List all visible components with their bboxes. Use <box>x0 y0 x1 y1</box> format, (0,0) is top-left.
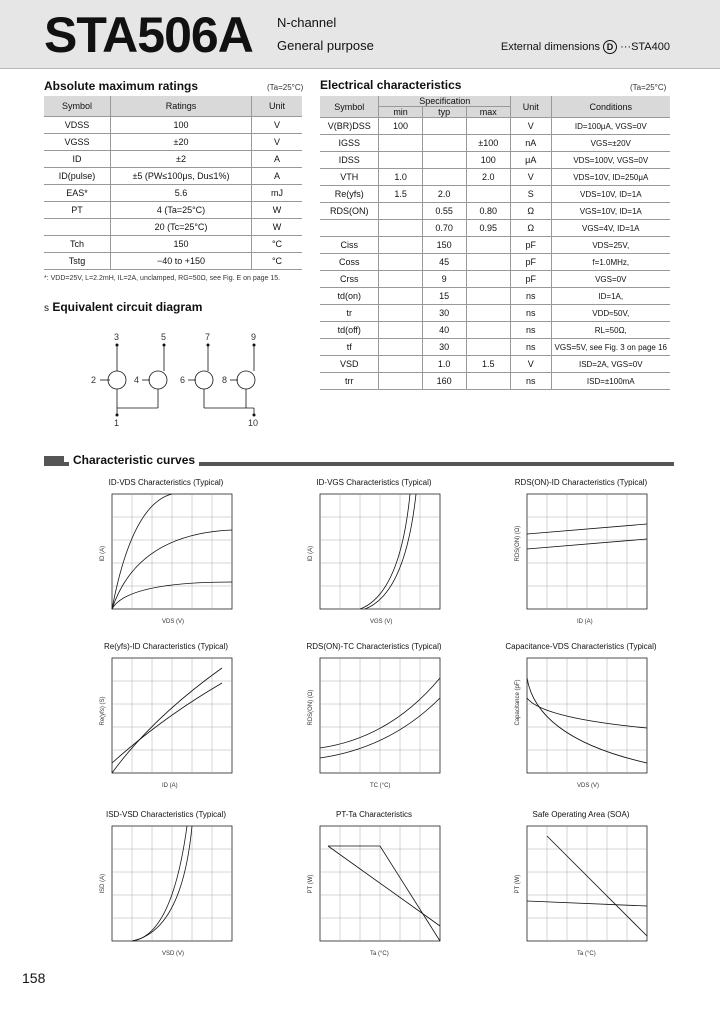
table-cell: VDS=10V, ID=1A <box>551 186 670 203</box>
table-cell: 1.0 <box>422 356 466 373</box>
chart-plot <box>513 490 653 630</box>
table-cell: V(BR)DSS <box>320 118 379 135</box>
chart-xlabel: ID (A) <box>162 783 178 789</box>
chart-xlabel: ID (A) <box>577 619 593 625</box>
table-cell: VDS=100V, VGS=0V <box>551 152 670 169</box>
application: General purpose <box>277 38 374 53</box>
table-cell: RDS(ON) <box>320 203 379 220</box>
table-cell <box>320 220 379 237</box>
table-cell: nA <box>511 135 552 152</box>
chart-ylabel: RDS(ON) (Ω) <box>515 525 521 562</box>
col-header: Symbol <box>320 96 379 118</box>
chart-plot <box>306 822 446 962</box>
table-cell: 4 (Ta=25°C) <box>111 202 252 219</box>
table-row <box>320 220 670 237</box>
table-cell <box>379 237 422 254</box>
table-row <box>320 169 670 186</box>
table-cell: 2.0 <box>422 186 466 203</box>
table-cell: VDSS <box>44 117 111 134</box>
table-cell: ISD=2A, VGS=0V <box>551 356 670 373</box>
table-cell <box>466 288 511 305</box>
table-row <box>320 135 670 152</box>
table-cell: IDSS <box>320 152 379 169</box>
table-row <box>320 271 670 288</box>
chart-title: PT-Ta Characteristics <box>335 810 413 819</box>
channel-type: N-channel <box>277 15 337 30</box>
table-cell: V <box>511 118 552 135</box>
table-cell: ±20 <box>111 134 252 151</box>
table-cell: VGS=0V <box>551 271 670 288</box>
table-cell <box>379 220 422 237</box>
table-cell: 2.0 <box>466 169 511 186</box>
table-cell: PT <box>44 202 111 219</box>
table-row <box>320 322 670 339</box>
abs-footnote: *: VDD=25V, L=2.2mH, IL=2A, unclamped, RG=50Ω, see Fig. E on page 15. <box>44 275 281 282</box>
header-band <box>0 0 720 69</box>
bullet-mark: s <box>44 303 49 314</box>
table-row <box>44 236 302 253</box>
table-cell: pF <box>511 254 552 271</box>
chart-xlabel: VDS (V) <box>162 619 185 625</box>
table-cell <box>466 373 511 390</box>
table-cell <box>466 305 511 322</box>
table-cell: VDS=25V, <box>551 237 670 254</box>
table-cell: 100 <box>379 118 422 135</box>
table-cell <box>379 322 422 339</box>
table-cell: W <box>252 202 303 219</box>
table-cell: VSD <box>320 356 379 373</box>
table-cell: VTH <box>320 169 379 186</box>
table-cell <box>379 203 422 220</box>
chart-xlabel: VDS (V) <box>577 783 600 789</box>
table-cell: pF <box>511 237 552 254</box>
table-row <box>44 134 302 151</box>
table-cell: S <box>511 186 552 203</box>
table-cell: Crss <box>320 271 379 288</box>
table-cell: VGS=10V, ID=1A <box>551 203 670 220</box>
table-cell: 160 <box>422 373 466 390</box>
table-cell: 5.6 <box>111 185 252 202</box>
table-cell: μA <box>511 152 552 169</box>
table-cell: 20 (Tc=25°C) <box>111 219 252 236</box>
table-cell: 30 <box>422 305 466 322</box>
table-cell: 45 <box>422 254 466 271</box>
table-header-row <box>320 96 670 107</box>
table-cell: 150 <box>111 236 252 253</box>
chart-plot <box>513 822 653 962</box>
table-cell: VDS=10V, ID=250μA <box>551 169 670 186</box>
package-code: ···STA400 <box>620 41 670 53</box>
table-cell: V <box>511 356 552 373</box>
col-header: max <box>466 107 511 118</box>
table-row <box>320 288 670 305</box>
table-cell: VDD≈50V, <box>551 305 670 322</box>
table-cell <box>466 118 511 135</box>
table-cell: mJ <box>252 185 303 202</box>
table-cell: ±2 <box>111 151 252 168</box>
chart-ylabel: PT (W) <box>515 874 521 894</box>
table-cell: ID <box>44 151 111 168</box>
table-row <box>320 356 670 373</box>
chart-title: Capacitance-VDS Characteristics (Typical) <box>505 642 657 651</box>
mosfet-3-symbol <box>195 371 213 389</box>
table-cell: ID(pulse) <box>44 168 111 185</box>
table-row <box>44 202 302 219</box>
package-badge-icon: D <box>603 40 617 54</box>
table-cell: VGSS <box>44 134 111 151</box>
chart-ylabel: RDS(ON) (Ω) <box>308 689 314 726</box>
table-cell: Coss <box>320 254 379 271</box>
table-cell: ID=100μA, VGS=0V <box>551 118 670 135</box>
table-cell: ID=1A, <box>551 288 670 305</box>
chart-ylabel: ID (A) <box>308 545 314 562</box>
table-cell <box>466 186 511 203</box>
table-cell: 1.0 <box>379 169 422 186</box>
external-dimensions <box>501 40 670 54</box>
col-header: typ <box>422 107 466 118</box>
abs-max-condition: (Ta=25°C) <box>267 83 304 92</box>
table-cell: 150 <box>422 237 466 254</box>
table-cell: ISD=±100mA <box>551 373 670 390</box>
table-cell: Tstg <box>44 253 111 270</box>
table-cell: V <box>252 117 303 134</box>
table-row <box>320 186 670 203</box>
table-cell: ns <box>511 322 552 339</box>
pin-label: 10 <box>248 418 259 428</box>
table-cell <box>422 118 466 135</box>
table-cell: VGS=5V, see Fig. 3 on page 16 <box>551 339 670 356</box>
chart-title: Safe Operating Area (SOA) <box>532 810 630 819</box>
table-cell: ns <box>511 339 552 356</box>
pin-label: 1 <box>114 418 120 428</box>
table-cell <box>379 288 422 305</box>
table-cell <box>379 373 422 390</box>
table-cell: 0.80 <box>466 203 511 220</box>
table-row <box>320 373 670 390</box>
table-row <box>44 219 302 236</box>
mosfet-1-symbol <box>108 371 126 389</box>
table-cell: Tch <box>44 236 111 253</box>
chart-title: Re(yfs)-ID Characteristics (Typical) <box>103 642 228 651</box>
mosfet-2-symbol <box>149 371 167 389</box>
table-cell: 1.5 <box>466 356 511 373</box>
table-cell: 100 <box>466 152 511 169</box>
table-cell: Ω <box>511 220 552 237</box>
chart-ylabel: Re(yfs) (S) <box>100 696 106 726</box>
part-number: STA506A <box>44 7 253 63</box>
chart-plot <box>306 490 446 630</box>
chart-xlabel: VGS (V) <box>370 619 393 625</box>
chart-ylabel: ISD (A) <box>100 873 106 894</box>
table-row <box>44 117 302 134</box>
chart-plot <box>513 654 653 794</box>
table-cell: °C <box>252 253 303 270</box>
table-row <box>320 254 670 271</box>
table-cell: tf <box>320 339 379 356</box>
pin-label: 3 <box>114 332 120 342</box>
pin-label: 2 <box>91 375 97 385</box>
table-cell <box>466 237 511 254</box>
table-cell <box>379 135 422 152</box>
pin-label: 4 <box>134 375 140 385</box>
table-cell: td(on) <box>320 288 379 305</box>
chart-title: ISD-VSD Characteristics (Typical) <box>105 810 227 819</box>
table-cell: f=1.0MHz, <box>551 254 670 271</box>
table-cell: A <box>252 151 303 168</box>
col-header: Conditions <box>551 96 670 118</box>
col-header: min <box>379 107 422 118</box>
table-cell: ±5 (PW≤100μs, Du≤1%) <box>111 168 252 185</box>
table-row <box>44 185 302 202</box>
table-cell: Ciss <box>320 237 379 254</box>
col-header: Specification <box>379 96 511 107</box>
table-cell: ns <box>511 305 552 322</box>
table-cell: 15 <box>422 288 466 305</box>
table-cell: 0.70 <box>422 220 466 237</box>
table-cell <box>422 135 466 152</box>
table-cell <box>466 322 511 339</box>
abs-max-table <box>44 96 302 270</box>
table-cell <box>379 356 422 373</box>
chart-xlabel: Ta (°C) <box>577 951 596 957</box>
table-cell: 100 <box>111 117 252 134</box>
table-cell: 0.95 <box>466 220 511 237</box>
table-cell: td(off) <box>320 322 379 339</box>
elec-char-title: Electrical characteristics <box>320 78 462 92</box>
chart-xlabel: VSD (V) <box>162 951 185 957</box>
page-number: 158 <box>22 970 46 986</box>
pin-label: 9 <box>251 332 257 342</box>
table-cell <box>379 254 422 271</box>
chart-title: ID-VGS Characteristics (Typical) <box>316 478 432 487</box>
table-cell: IGSS <box>320 135 379 152</box>
chart-plot <box>98 490 238 630</box>
chart-ylabel: Capacitance (pF) <box>515 679 521 726</box>
table-cell: Ω <box>511 203 552 220</box>
table-cell <box>379 271 422 288</box>
chart-ylabel: PT (W) <box>308 874 314 894</box>
table-cell: RL=50Ω, <box>551 322 670 339</box>
table-cell: ±100 <box>466 135 511 152</box>
table-row <box>44 168 302 185</box>
table-cell: °C <box>252 236 303 253</box>
pin-label: 6 <box>180 375 186 385</box>
chart-plot <box>98 822 238 962</box>
table-cell <box>466 254 511 271</box>
table-header-row <box>44 96 302 117</box>
table-cell: VGS=4V, ID=1A <box>551 220 670 237</box>
table-cell <box>44 219 111 236</box>
chart-title: ID-VDS Characteristics (Typical) <box>108 478 224 487</box>
table-cell: trr <box>320 373 379 390</box>
chart-title: RDS(ON)-TC Characteristics (Typical) <box>306 642 442 651</box>
col-header: Ratings <box>111 96 252 117</box>
table-cell: pF <box>511 271 552 288</box>
table-cell <box>379 305 422 322</box>
table-row <box>320 203 670 220</box>
elec-char-condition: (Ta=25°C) <box>630 83 667 92</box>
abs-max-title: Absolute maximum ratings <box>44 79 199 93</box>
table-row <box>320 339 670 356</box>
col-header: Unit <box>511 96 552 118</box>
mosfet-4-symbol <box>237 371 255 389</box>
chart-plot <box>98 654 238 794</box>
table-cell <box>379 152 422 169</box>
table-row <box>44 253 302 270</box>
table-cell: Re(yfs) <box>320 186 379 203</box>
table-row <box>44 151 302 168</box>
table-cell <box>466 339 511 356</box>
pin-label: 8 <box>222 375 228 385</box>
elec-char-table <box>320 96 670 390</box>
pin-label: 7 <box>205 332 211 342</box>
table-cell: 40 <box>422 322 466 339</box>
ext-dim-label: External dimensions <box>500 41 600 53</box>
table-cell: tr <box>320 305 379 322</box>
col-header: Unit <box>252 96 303 117</box>
table-row <box>320 152 670 169</box>
table-cell: 1.5 <box>379 186 422 203</box>
curves-title: Characteristic curves <box>69 453 199 467</box>
curves-marker <box>44 456 64 465</box>
table-cell: EAS* <box>44 185 111 202</box>
pin-label: 5 <box>161 332 167 342</box>
chart-xlabel: Ta (°C) <box>370 951 389 957</box>
table-cell: 0.55 <box>422 203 466 220</box>
chart-xlabel: TC (°C) <box>370 783 391 789</box>
table-cell <box>466 271 511 288</box>
table-cell: W <box>252 219 303 236</box>
table-cell <box>379 339 422 356</box>
table-cell <box>422 169 466 186</box>
table-row <box>320 118 670 135</box>
chart-plot <box>306 654 446 794</box>
col-header: Symbol <box>44 96 111 117</box>
table-row <box>320 237 670 254</box>
table-cell: 30 <box>422 339 466 356</box>
table-cell: ns <box>511 373 552 390</box>
table-row <box>320 305 670 322</box>
table-cell: 9 <box>422 271 466 288</box>
table-cell: VGS=±20V <box>551 135 670 152</box>
table-cell: −40 to +150 <box>111 253 252 270</box>
chart-title: RDS(ON)-ID Characteristics (Typical) <box>514 478 648 487</box>
chart-ylabel: ID (A) <box>100 545 106 562</box>
table-cell: V <box>511 169 552 186</box>
table-cell: ns <box>511 288 552 305</box>
table-cell: V <box>252 134 303 151</box>
circuit-title-text: Equivalent circuit diagram <box>52 300 203 314</box>
circuit-diagram <box>80 330 280 430</box>
table-cell <box>422 152 466 169</box>
table-cell: A <box>252 168 303 185</box>
circuit-title <box>44 300 202 314</box>
curves-divider <box>44 453 674 467</box>
